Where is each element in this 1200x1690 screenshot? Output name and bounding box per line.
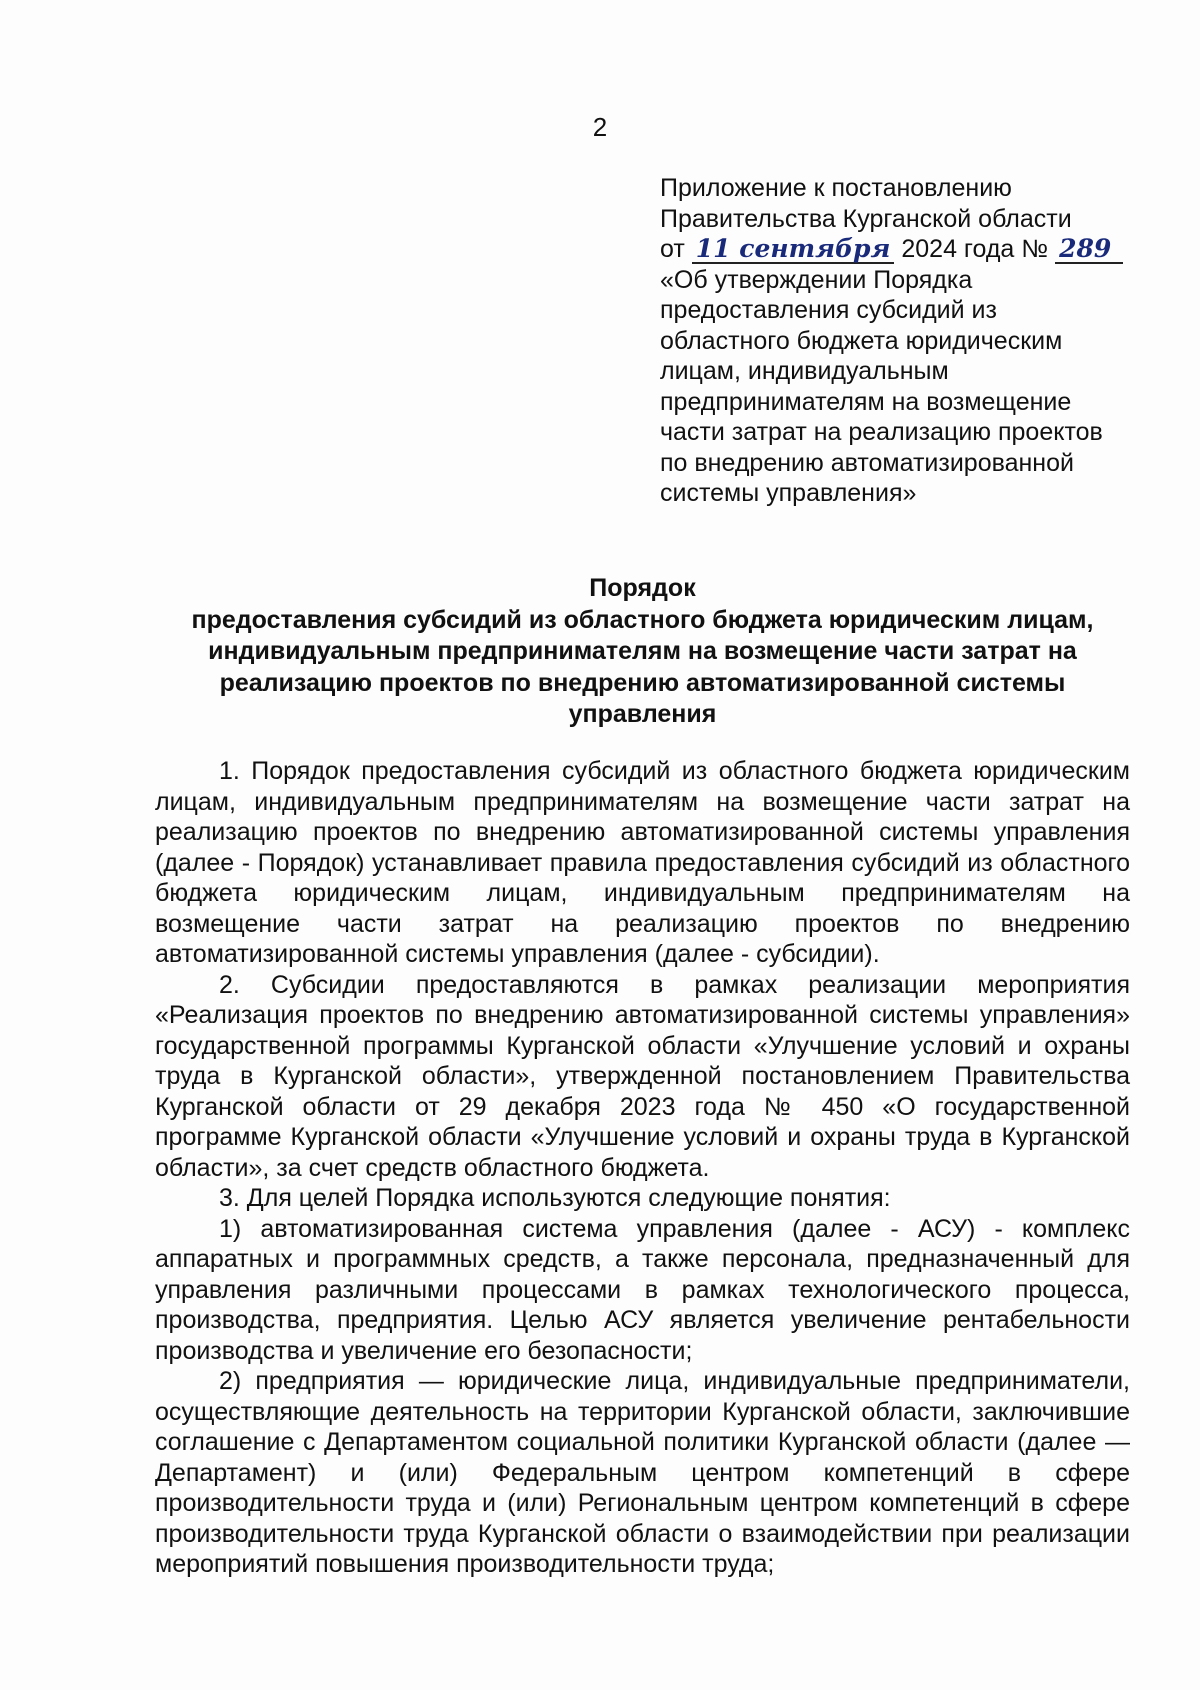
- document-title: [155, 573, 1130, 731]
- year-text: 2024 года №: [901, 235, 1049, 263]
- annex-title-line: по внедрению автоматизированной: [660, 448, 1074, 477]
- handwritten-number: 289: [1055, 236, 1123, 264]
- handwritten-date: 11 сентября: [692, 236, 895, 264]
- annex-title-line: областного бюджета юридическим: [660, 326, 1063, 355]
- annex-line: Приложение к постановлению: [660, 174, 1012, 202]
- annex-title-line: предпринимателям на возмещение: [660, 387, 1072, 416]
- title-heading: Порядок: [589, 574, 696, 602]
- title-line: индивидуальным предпринимателям на возмещение части затрат на: [208, 637, 1077, 665]
- annex-header: [660, 173, 1130, 509]
- page-number: 2: [592, 112, 608, 142]
- annex-title-line: предоставления субсидий из: [660, 296, 997, 324]
- paragraph: 3. Для целей Порядка используются следующие понятия:: [219, 1184, 891, 1212]
- annex-title-line: части затрат на реализацию проектов: [660, 418, 1103, 446]
- title-line: реализацию проектов по внедрению автоматизированной системы: [219, 668, 1066, 697]
- document-body: [155, 756, 1130, 1580]
- annex-title-line: системы управления»: [660, 479, 917, 507]
- annex-title-line: лицам, индивидуальным: [660, 357, 949, 385]
- paragraph: 1) автоматизированная система управления (далее - АСУ) - комплекс аппаратных и программных средств, а также персонала, предназначенный для управления различными процессами в рамках технологического процесса, производства, предприятия. Целью АСУ является увеличение рентабельности производства и увеличение его безопасности;: [155, 1214, 1130, 1365]
- paragraph: 1. Порядок предоставления субсидий из областного бюджета юридическим лицам, индивидуальным предпринимателям на возмещение части затрат на реализацию проектов по внедрению автоматизированной системы управления (далее - Порядок) устанавливает правила предоставления субсидий из областного бюджета юридическим лицам, индивидуальным предпринимателям на возмещение части затрат на реализацию проектов по внедрению автоматизированной системы управления (далее - субсидии).: [155, 757, 1130, 968]
- annex-line: Правительства Курганской области: [660, 204, 1072, 233]
- paragraph: 2) предприятия — юридические лица, индивидуальные предприниматели, осуществляющие деятельность на территории Курганской области, заключившие соглашение с Департаментом социальной политики Курганской области (далее — Департамент) и (или) Федеральным центром компетенций в сфере производительности труда и (или) Региональным центром компетенций в сфере производительности труда Курганской области о взаимодействии при реализации мероприятий повышения производительности труда;: [155, 1367, 1130, 1578]
- annex-date-line: [660, 234, 1130, 265]
- title-line: управления: [568, 700, 717, 728]
- date-prefix: от: [660, 235, 685, 263]
- paragraph: 2. Субсидии предоставляются в рамках реализации мероприятия «Реализация проектов по внедрению автоматизированной системы управления» государственной программы Курганской области «Улучшение условий и охраны труда в Курганской области», утвержденной постановлением Правительства Курганской области от 29 декабря 2023 года № 450 «О государственной программе Курганской области «Улучшение условий и охраны труда в Курганской области», за счет средств областного бюджета.: [155, 970, 1130, 1182]
- title-line: предоставления субсидий из областного бюджета юридическим лицам,: [191, 605, 1094, 634]
- annex-title-line: «Об утверждении Порядка: [660, 265, 973, 294]
